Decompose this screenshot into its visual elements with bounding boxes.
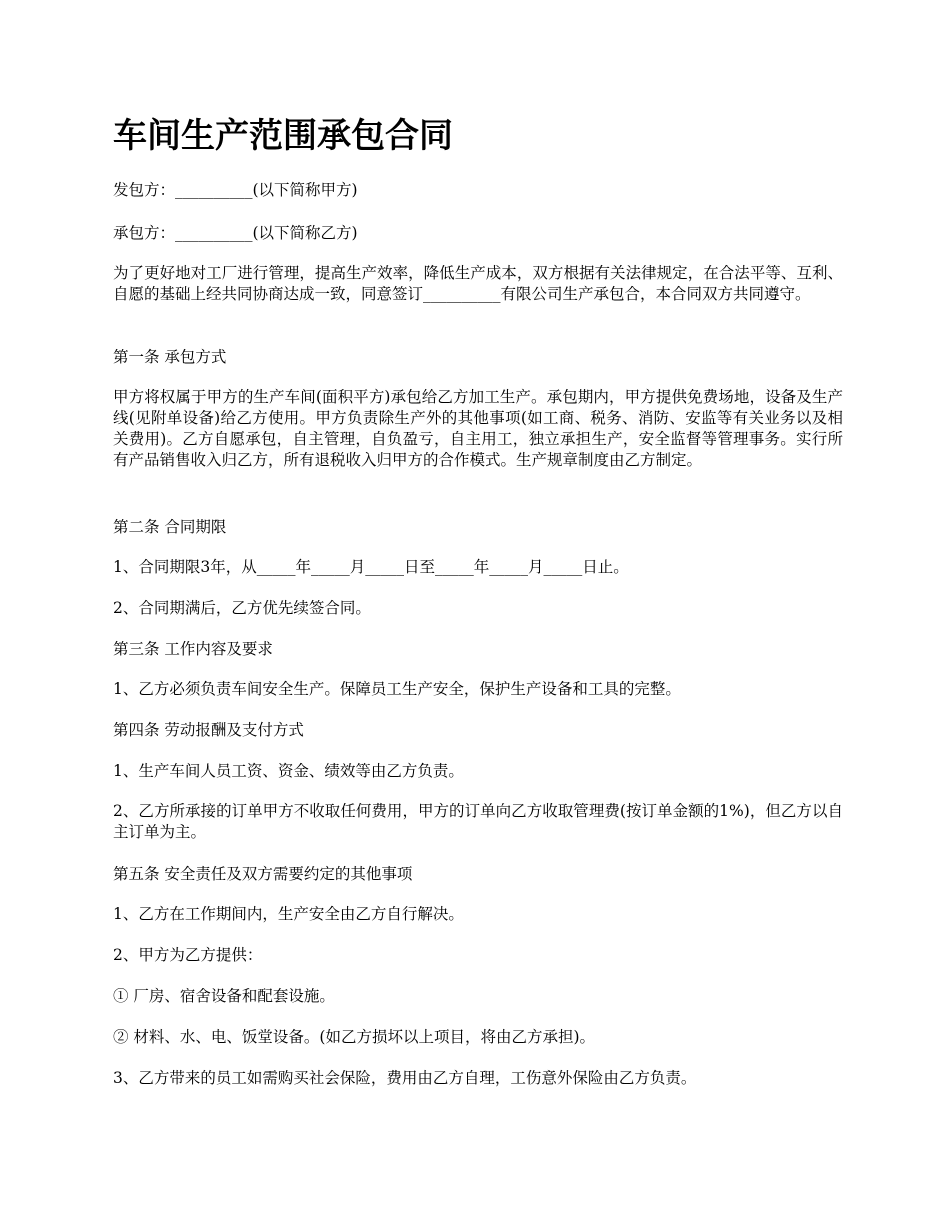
party-a-line: 发包方：__________(以下简称甲方) bbox=[113, 181, 358, 199]
article-5-heading: 第五条 安全责任及双方需要约定的其他事项 bbox=[113, 865, 413, 883]
article-3-clause-1: 1、乙方必须负责车间安全生产。保障员工生产安全，保护生产设备和工具的完整。 bbox=[113, 680, 681, 698]
party-b-line: 承包方：__________(以下简称乙方) bbox=[113, 224, 358, 242]
article-5-item-1: ① 厂房、宿舍设备和配套设施。 bbox=[113, 987, 335, 1005]
article-2-clause-1: 1、合同期限3年，从_____年_____月_____日至_____年_____月_____日止。 bbox=[113, 558, 629, 576]
article-5-item-2: ② 材料、水、电、饭堂设备。(如乙方损坏以上项目，将由乙方承担)。 bbox=[113, 1028, 596, 1046]
article-1-heading: 第一条 承包方式 bbox=[113, 348, 227, 366]
article-3-heading: 第三条 工作内容及要求 bbox=[113, 640, 273, 658]
preamble-paragraph: 为了更好地对工厂进行管理，提高生产效率，降低生产成本，双方根据有关法律规定，在合法平等、互利、自愿的基础上经共同协商达成一致，同意签订__________有限公司生产承包合，本合同双方共同遵守。 bbox=[113, 264, 843, 303]
article-5-clause-3: 3、乙方带来的员工如需购买社会保险，费用由乙方自理，工伤意外保险由乙方负责。 bbox=[113, 1069, 697, 1087]
article-5-clause-2: 2、甲方为乙方提供： bbox=[113, 946, 263, 964]
article-2-heading: 第二条 合同期限 bbox=[113, 518, 227, 536]
article-4-clause-2: 2、乙方所承接的订单甲方不收取任何费用，甲方的订单向乙方收取管理费(按订单金额的1%)，但乙方以自主订单为主。 bbox=[113, 802, 843, 841]
article-4-heading: 第四条 劳动报酬及支付方式 bbox=[113, 721, 304, 739]
article-4-clause-1: 1、生产车间人员工资、资金、绩效等由乙方负责。 bbox=[113, 762, 464, 780]
article-2-clause-2: 2、合同期满后，乙方优先续签合同。 bbox=[113, 599, 371, 617]
article-1-body: 甲方将权属于甲方的生产车间(面积平方)承包给乙方加工生产。承包期内，甲方提供免费场地，设备及生产线(见附单设备)给乙方使用。甲方负责除生产外的其他事项(如工商、税务、消防、安监等有关业务以及相关费用)。乙方自愿承包，自主管理，自负盈亏，自主用工，独立承担生产，安全监督等管理事务。实行所有产品销售收入归乙方，所有退税收入归甲方的合作模式。生产规章制度由乙方制定。 bbox=[113, 388, 843, 469]
document-title: 车间生产范围承包合同 bbox=[113, 116, 453, 156]
article-5-clause-1: 1、乙方在工作期间内，生产安全由乙方自行解决。 bbox=[113, 905, 464, 923]
